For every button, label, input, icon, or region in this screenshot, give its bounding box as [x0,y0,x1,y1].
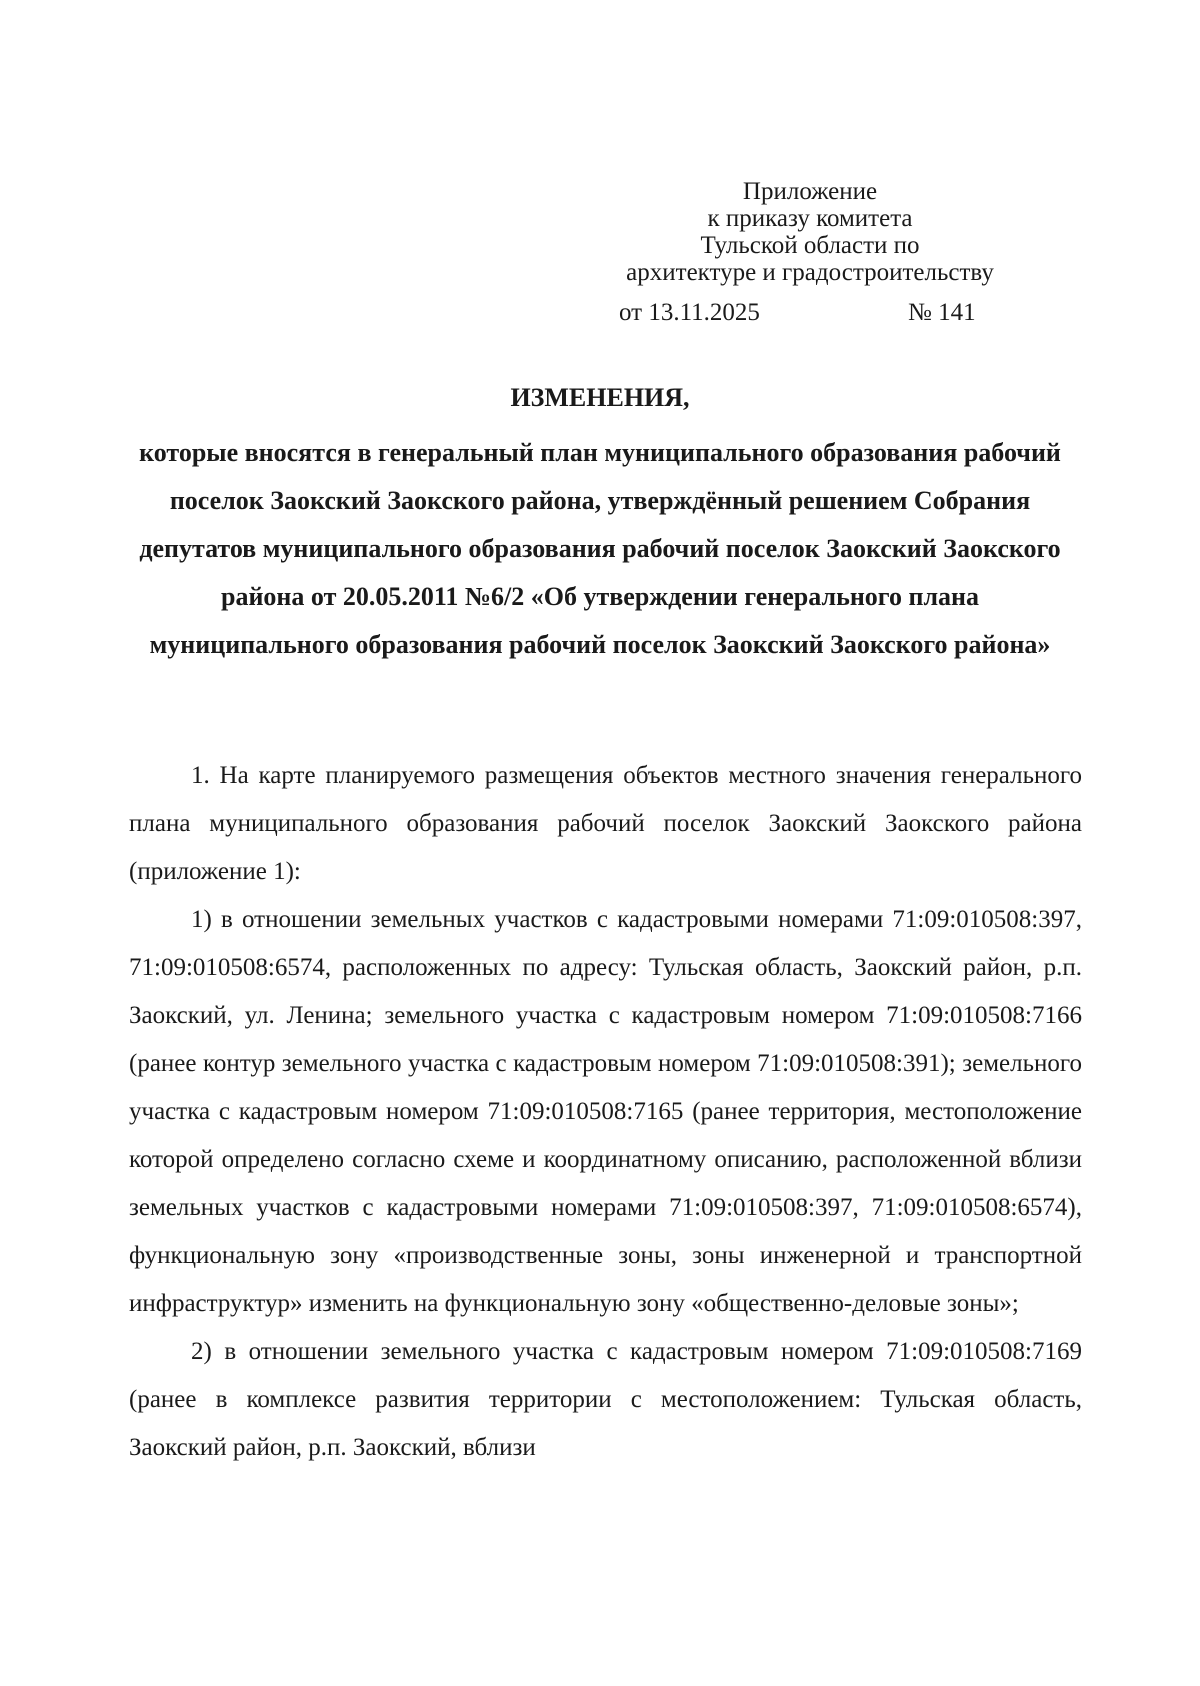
order-date: от 13.11.2025 [619,299,760,326]
appendix-header [600,178,1020,286]
document-title [130,380,1070,669]
document-body [129,752,1082,1472]
appendix-line: к приказу комитета [707,205,913,232]
appendix-line: архитектуре и градостроительству [626,259,994,286]
title-main: ИЗМЕНЕНИЯ, [510,383,690,412]
appendix-line: Тульской области по [700,232,920,259]
paragraph-3: 2) в отношении земельного участка с кадастровым номером 71:09:010508:7169 (ранее в комплексе развития территории с местоположением: Тульская область, Заокский район, р.п. Заокский, вблизи [129,1338,1082,1461]
paragraph-1: 1. На карте планируемого размещения объектов местного значения генерального плана муниципального образования рабочий поселок Заокский Заокского района (приложение 1): [129,762,1082,885]
paragraph-2: 1) в отношении земельных участков с кадастровыми номерами 71:09:010508:397, 71:09:010508:6574, расположенных по адресу: Тульская область, Заокский район, р.п. Заокский, ул. Ленина; земельного участка с кадастровым номером 71:09:010508:7166 (ранее контур земельного участка с кадастровым номером 71:09:010508:391); земельного участка с кадастровым номером 71:09:010508:7165 (ранее территория, местоположение которой определено согласно схеме и координатному описанию, расположенной вблизи земельных участков с кадастровыми номерами 71:09:010508:397, 71:09:010508:6574), функциональную зону «производственные зоны, зоны инженерной и транспортной инфраструктур» изменить на функциональную зону «общественно-деловые зоны»; [129,906,1082,1317]
title-subtitle: которые вносятся в генеральный план муниципального образования рабочий поселок Заокский Заокского района, утверждённый решением Собрания депутатов муниципального образования рабочий поселок Заокский Заокского района от 20.05.2011 №6/2 «Об утверждении генерального плана муниципального образования рабочий поселок Заокский Заокского района» [139,438,1061,659]
order-number: № 141 [908,299,976,326]
appendix-line: Приложение [742,178,878,205]
